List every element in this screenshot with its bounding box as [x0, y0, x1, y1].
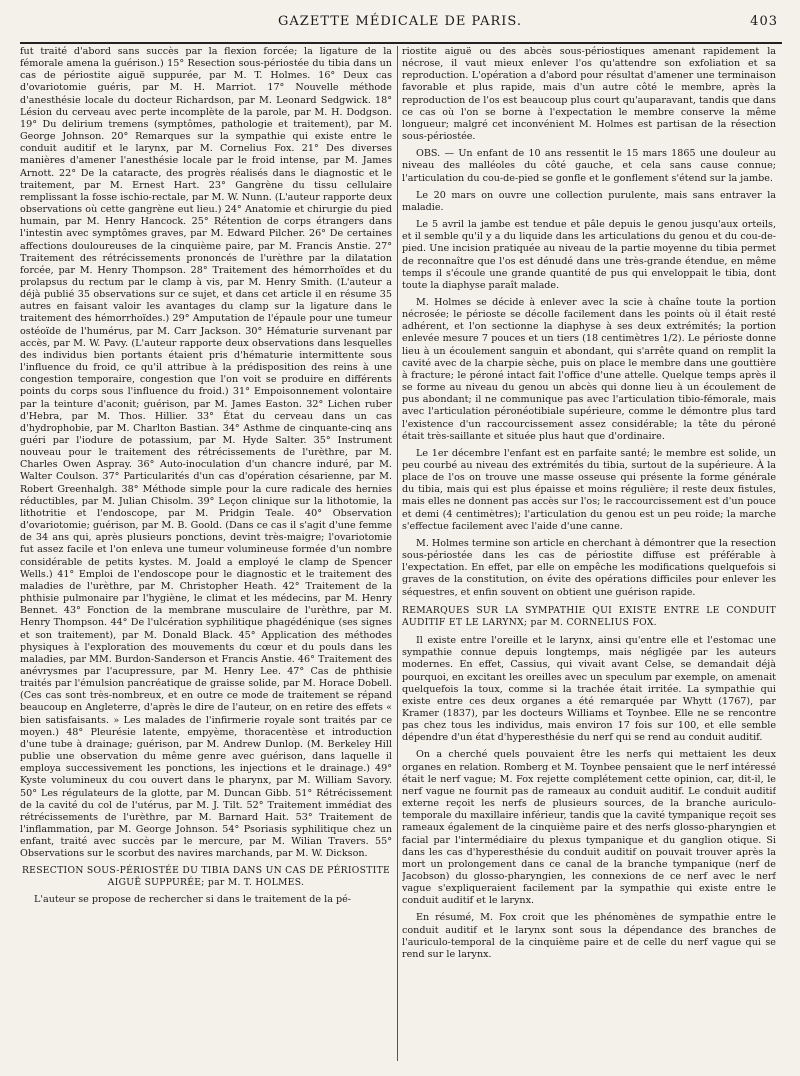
journal-title: GAZETTE MÉDICALE DE PARIS.: [278, 14, 522, 29]
column-divider: [397, 46, 398, 1061]
observation-paragraph: OBS. — Un enfant de 10 ans ressentit le 15 mars 1865 une douleur au niveau des malléoles du côté gauche, et cela sans cause connue; l'articulation du cou-de-pied se gonfle et le gonflement s'étend sur la jambe.: [402, 148, 776, 184]
paragraph: En résumé, M. Fox croit que les phénomènes de sympathie entre le conduit auditif et le larynx sont sous la dépendance des branches de l'auriculo-temporal de la cinquième paire et de celle du nerf vague qui se rend sur le larynx.: [402, 912, 776, 960]
left-column: [20, 46, 392, 1066]
paragraph: Le 1er décembre l'enfant est en parfaite santé; le membre est solide, un peu courbé au niveau des extrémités du tibia, surtout de la supérieure. À la place de l'os on trouve une masse osseuse qui présente la forme générale du tibia, mais qui est plus épaisse et moins régulière; il reste deux fistules, mais elles ne donnent pas accès sur l'os; le raccourcissement est d'un pouce et demi (4 centimètres); l'articulation du genou est un peu roide; la marche s'effectue facilement avec l'aide d'une canne.: [402, 447, 776, 532]
section-heading-sympathie: REMARQUES SUR LA SYMPATHIE QUI EXISTE ENTRE LE CONDUIT AUDITIF ET LE LARYNX; par M. CORNELIUS FOX.: [402, 604, 776, 628]
paragraph: On a cherché quels pouvaient être les nerfs qui mettaient les deux organes en relation. Romberg et M. Toynbee pensaient que le nerf intéressé était le nerf vague; M. Fox rejette complétement cette opinion, car, dit-il, le nerf vague ne fournit pas de rameaux au conduit auditif. Le conduit auditif externe reçoit les nerfs de plusieurs sources, de la branche auriculo-temporale du maxillaire inférieur, tandis que la cavité tympanique reçoit ses rameaux également de la cinquième paire et des nerfs glosso-pharyngien et facial par l'intermédiaire du plexus tympanique et du ganglion otique. Si dans les cas d'hyperesthésie du conduit auditif on pouvait trouver après la mort un prolongement dans ce canal de la branche tympanique (nerf de Jacobson) du glosso-pharyngien, les connexions de ce nerf avec le nerf vague s'expliqueraient facilement par la sympathie qui existe entre le conduit auditif et le larynx.: [402, 749, 776, 907]
header-rule: [20, 42, 782, 44]
paragraph: Le 5 avril la jambe est tendue et pâle depuis le genou jusqu'aux orteils, et il semble qu'il y a du liquide dans les articulations du genou et du cou-de-pied. Une incision pratiquée au niveau de la partie moyenne du tibia permet de reconnaître que l'os est dénudé dans une très-grande étendue, en même temps il s'écoule une grande quantité de pus qui enveloppait le tibia, dont toute la diaphyse paraît malade.: [402, 219, 776, 291]
right-column: [402, 46, 776, 1066]
article-list-paragraph: fut traité d'abord sans succès par la flexion forcée; la ligature de la fémorale amena la guérison.) 15° Resection sous-périostée du tibia dans un cas de périostite aiguë suppurée, par M. T. Holmes. 16° Deux cas d'ovariotomie guéris, par M. H. Marriot. 17° Nouvelle méthode d'anesthésie locale du docteur Richardson, par M. Leonard Sedgwick. 18° Lésion du cerveau avec perte incomplète de la parole, par M. H. Dodgson. 19° Du delirium tremens (symptômes, pathologie et traitement), par M. George Johnson. 20° Remarques sur la sympathie qui existe entre le conduit auditif et le larynx, par M. Cornelius Fox. 21° Des diverses manières d'amener l'anesthésie locale par le froid intense, par M. James Arnott. 22° De la cataracte, des progrès réalisés dans le diagnostic et le traitement, par M. Ernest Hart. 23° Gangrène du tissu cellulaire remplissant la fosse ischio-rectale, par M. W. Nunn. (L'auteur rapporte deux observations où cette gangrène eut lieu.) 24° Anatomie et chirurgie du pied humain, par M. Henry Hancock. 25° Rétention de corps étrangers dans l'intestin avec symptômes graves, par M. Edward Pilcher. 26° De certaines affections douloureuses de la cinquième paire, par M. Francis Anstie. 27° Traitement des rétrécissements prononcés de l'urèthre par la dilatation forcée, par M. Henry Thompson. 28° Traitement des hémorrhoïdes et du prolapsus du rectum par le clamp à vis, par M. Henry Smith. (L'auteur a déjà publié 35 observations sur ce sujet, et dans cet article il en résume 35 autres en faisant valoir les avantages du clamp sur la ligature dans le traitement des hémorrhoïdes.) 29° Amputation de l'épaule pour une tumeur ostéoïde de l'humérus, par M. Carr Jackson. 30° Hématurie survenant par accès, par M. W. Pavy. (L'auteur rapporte deux observations dans lesquelles des individus bien portants étaient pris d'hématurie intermittente sous l'influence du froid, ce qu'il attribue à la prédisposition des reins à une congestion temporaire, congestion que l'on voit se produire en différents points du corps sous l'influence du froid.) 31° Empoisonnement volontaire par la teinture d'aconit; guérison, par M. James Easton. 32° Lichen ruber d'Hebra, par M. Thos. Hillier. 33° État du cerveau dans un cas d'hydrophobie, par M. Charlton Bastian. 34° Asthme de cinquante-cinq ans guéri par l'iodure de potassium, par M. Hyde Salter. 35° Instrument nouveau pour le traitement des rétrécissements de l'urèthre, par M. Charles Owen Aspray. 36° Auto-inoculation d'un chancre induré, par M. Walter Coulson. 37° Particularités d'un cas d'opération césarienne, par M. Robert Greenhalgh. 38° Méthode simple pour la cure radicale des hernies réductibles, par M. Julian Chisolm. 39° Leçon clinique sur la lithotomie, la lithotritie et l'endoscope, par M. Pridgin Teale. 40° Observation d'ovariotomie; guérison, par M. B. Goold. (Dans ce cas il s'agit d'une femme de 34 ans qui, après plusieurs ponctions, devint très-maigre; l'ovariotomie fut assez facile et l'on enleva une tumeur volumineuse formée d'un nombre considérable de petits kystes. M. Joald a employé le clamp de Spencer Wells.) 41° Emploi de l'endoscope pour le diagnostic et le traitement des maladies de l'urèthre, par M. Christopher Heath. 42° Traitement de la phthisie pulmonaire par l'hygiène, le climat et les médecins, par M. Henry Bennet. 43° Fonction de la membrane musculaire de l'urèthre, par M. Henry Thompson. 44° De l'ulcération syphilitique phagédénique (ses signes et son traitement), par M. Donald Black. 45° Application des méthodes physiques à l'exploration des mouvements du cœur et du pouls dans les maladies, par MM. Burdon-Sanderson et Francis Anstie. 46° Traitement des anévrysmes par l'acupressure, par M. Henry Lee. 47° Cas de phthisie traités par l'émulsion pancréatique de graisse solide, par M. Horace Dobell. (Ces cas sont très-nombreux, et en outre ce mode de traitement se répand beaucoup en Angleterre, d'après le dire de l'auteur, on en retire des effets « bien satisfaisants. » Les malades de l'infirmerie royale sont traités par ce moyen.) 48° Pleurésie latente, empyème, thoracentèse et introduction d'une tube à drainage; guérison, par M. Andrew Dunlop. (M. Berkeley Hill publie une observation du même genre avec guérison, dans laquelle il employa successivement les ponctions, les injections et le drainage.) 49° Kyste volumineux du cou ouvert dans le pharynx, par M. William Savory. 50° Les régulateurs de la glotte, par M. Duncan Gibb. 51° Rétrécissement de la cavité du col de l'utérus, par M. J. Tilt. 52° Traitement immédiat des rétrécissements de l'urèthre, par M. Barnard Hait. 53° Traitement de l'inflammation, par M. George Johnson. 54° Psoriasis syphilitique chez un enfant, traité avec succès par le mercure, par M. Wilian Travers. 55° Observations sur le scorbut des navires marchands, par M. W. Dickson.: [20, 46, 392, 860]
page-number: 403: [750, 14, 778, 29]
page-header: [0, 14, 800, 36]
section-heading-resection: RESECTION SOUS-PÉRIOSTÉE DU TIBIA DANS UN CAS DE PÉRIOSTITE AIGUË SUPPURÉE; par M. T. HOLMES.: [21, 865, 391, 889]
paragraph: M. Holmes se décide à enlever avec la scie à chaîne toute la portion nécrosée; le périoste se décolle facilement dans les points où il était resté adhérent, et l'on sectionne la diaphyse à ses deux extrémités; la portion enlevée mesure 7 pouces et un tiers (18 centimètres 1/2). Le périoste donne lieu à un écoulement sanguin et abondant, qui s'arrête quand on remplit la cavité avec de la charpie sèche, puis on place le membre dans une gouttière à fracture; le péroné intact fait l'office d'une attelle. Quelque temps après il se forme au niveau du genou un abcès qui donne lieu à un écoulement de pus abondant; il ne communique pas avec l'articulation tibio-fémorale, mais avec l'articulation péronéotibiale supérieure, comme le démontre plus tard l'existence d'un raccourcissement assez considérable; la tête du péroné était très-saillante et située plus haut que d'ordinaire.: [402, 296, 776, 442]
paragraph: riostite aiguë ou des abcès sous-périostiques amenant rapidement la nécrose, il vaut mieux enlever l'os qu'attendre son exfoliation et sa reproduction. L'opération a d'abord pour résultat d'amener une terminaison favorable et plus rapide, mais d'un autre côté le membre, après la reproduction de l'os est beaucoup plus court qu'auparavant, tandis que dans ce cas où l'on se borne à l'expectation le membre conserve la même longueur; malgré cet inconvénient M. Holmes est partisan de la résection sous-périostée.: [402, 46, 776, 143]
paragraph: Le 20 mars on ouvre une collection purulente, mais sans entraver la maladie.: [402, 189, 776, 213]
resection-intro-paragraph: L'auteur se propose de rechercher si dans le traitement de la pé-: [34, 894, 352, 906]
paragraph: M. Holmes termine son article en cherchant à démontrer que la resection sous-périostée dans les cas de périostite diffuse est préférable à l'expectation. En effet, par elle on empêche les modifications quelquefois si graves de la constitution, on évite des opérations difficiles pour enlever les séquestres, et enfin souvent on obtient une guérison rapide.: [402, 537, 776, 598]
paragraph: Il existe entre l'oreille et le larynx, ainsi qu'entre elle et l'estomac une sympathie connue depuis longtemps, mais négligée par les auteurs modernes. En effet, Cassius, qui vivait avant Celse, se demandait déjà pourquoi, en excitant les oreilles avec un speculum par exemple, on amenait quelquefois la toux, comme si la trachée était irritée. La sympathie qui existe entre ces deux organes a été remarquée par Whytt (1767), par Kramer (1837), par les docteurs Williams et Toynbee. Elle ne se rencontre pas chez tous les individus, mais environ 17 fois sur 100, et elle semble dépendre d'un état d'hyperesthésie du nerf qui se rend au conduit auditif.: [402, 635, 776, 744]
